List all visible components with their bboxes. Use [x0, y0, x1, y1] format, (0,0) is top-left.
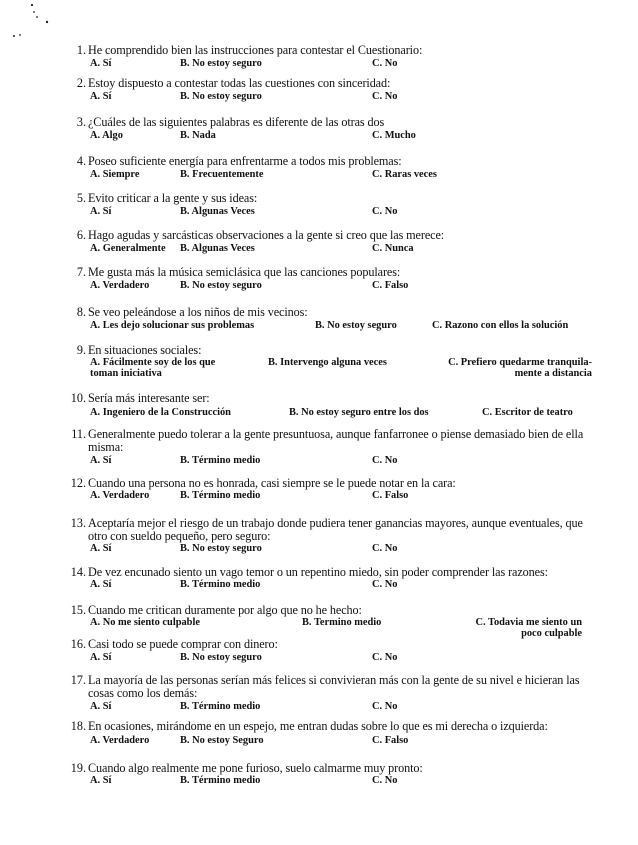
answer-option-a[interactable]: A. Les dejo solucionar sus problemas: [90, 320, 255, 331]
answer-option-b[interactable]: B. Algunas Veces: [180, 243, 255, 254]
question-text: Estoy dispuesto a contestar todas las cuestiones con sinceridad:: [88, 76, 391, 90]
answer-option-c[interactable]: C. No: [372, 652, 398, 663]
question-text: Se veo peleándose a los niños de mis vecinos:: [88, 305, 308, 319]
answer-option-a[interactable]: A. Ingeniero de la Construcción: [90, 407, 231, 418]
answer-option-c[interactable]: C. No: [372, 775, 398, 786]
question-number: 9.: [76, 343, 86, 357]
answer-option-c[interactable]: C. No: [372, 579, 398, 590]
answer-option-c[interactable]: C. Falso: [372, 280, 409, 291]
answer-option-a[interactable]: A. Sí: [90, 58, 112, 69]
answer-option-a[interactable]: A. Sí: [90, 775, 112, 786]
answer-option-a[interactable]: A. Sí: [90, 579, 112, 590]
question-number: 8.: [76, 305, 86, 319]
question-text: He comprendido bien las instrucciones para contestar el Cuestionario:: [88, 43, 423, 57]
question-text: ¿Cuáles de las siguientes palabras es diferente de las otras dos: [88, 115, 385, 129]
question-text: La mayoría de las personas serían más felices si convivieran más con la gente de su nivel e hicieran las cosas como los demás:: [88, 673, 580, 700]
answer-option-a[interactable]: A. Sí: [90, 91, 112, 102]
answer-option-c[interactable]: C. No: [372, 701, 398, 712]
question-text: Cuando me critican duramente por algo que no he hecho:: [88, 603, 362, 617]
scan-specks: [0, 0, 80, 50]
answer-option-b[interactable]: B. Nada: [180, 130, 216, 141]
answer-option-b[interactable]: B. Término medio: [180, 490, 261, 501]
question-text: Hago agudas y sarcásticas observaciones a la gente si creo que las merece:: [88, 228, 445, 242]
answer-option-c[interactable]: C. Mucho: [372, 130, 416, 141]
question-text: En ocasiones, mirándome en un espejo, me entran dudas sobre lo que es mi derecha o izquierda:: [88, 719, 548, 733]
answer-option-c[interactable]: C. No: [372, 91, 398, 102]
answer-option-a[interactable]: A. Sí: [90, 701, 112, 712]
answer-option-c[interactable]: C. Escritor de teatro: [482, 407, 573, 418]
answer-option-b[interactable]: B. Algunas Veces: [180, 206, 255, 217]
answer-option-a[interactable]: A. Verdadero: [90, 735, 150, 746]
question-text: Poseo suficiente energía para enfrentarme a todos mis problemas:: [88, 154, 402, 168]
answer-option-b[interactable]: B. Término medio: [180, 579, 261, 590]
question-text: Evito criticar a la gente y sus ideas:: [88, 191, 258, 205]
answer-option-c[interactable]: C. Raras veces: [372, 169, 437, 180]
answer-option-c[interactable]: C. Falso: [372, 490, 409, 501]
answer-option-c[interactable]: C. Prefiero quedarme tranquila-mente a distancia: [448, 357, 592, 379]
question-number: 2.: [76, 76, 86, 90]
question-number: 1.: [76, 43, 86, 57]
answer-option-b[interactable]: B. No estoy seguro: [180, 280, 262, 291]
answer-option-c[interactable]: C. No: [372, 455, 398, 466]
question-number: 16.: [70, 637, 86, 651]
question-number: 18.: [70, 719, 86, 733]
answer-option-b[interactable]: B. No estoy seguro: [180, 91, 262, 102]
answer-option-b[interactable]: B. Frecuentemente: [180, 169, 264, 180]
answer-option-c[interactable]: C. Falso: [372, 735, 409, 746]
question-text: De vez encunado siento un vago temor o un repentino miedo, sin poder comprender las razones:: [88, 565, 548, 579]
answer-option-b[interactable]: B. Término medio: [180, 455, 261, 466]
question-text: Sería más interesante ser:: [88, 391, 210, 405]
answer-option-c[interactable]: C. No: [372, 206, 398, 217]
answer-option-b[interactable]: B. Término medio: [180, 775, 261, 786]
answer-option-a[interactable]: A. Sí: [90, 455, 112, 466]
answer-option-b[interactable]: B. Termino medio: [302, 617, 382, 628]
question-number: 17.: [70, 673, 86, 687]
question-number: 15.: [70, 603, 86, 617]
answer-option-b[interactable]: B. No estoy seguro: [180, 58, 262, 69]
question-number: 10.: [70, 391, 86, 405]
question-text: Me gusta más la música semiclásica que las canciones populares:: [88, 265, 401, 279]
answer-option-c[interactable]: C. Razono con ellos la solución: [432, 320, 569, 331]
answer-option-a[interactable]: A. Sí: [90, 206, 112, 217]
answer-option-c[interactable]: C. Nunca: [372, 243, 414, 254]
answer-option-b[interactable]: B. Término medio: [180, 701, 261, 712]
answer-option-b[interactable]: B. No estoy Seguro: [180, 735, 264, 746]
answer-option-b[interactable]: B. No estoy seguro: [315, 320, 397, 331]
answer-option-b[interactable]: B. No estoy seguro: [180, 652, 262, 663]
question-number: 19.: [70, 761, 86, 775]
question-text: Cuando algo realmente me pone furioso, suelo calmarme muy pronto:: [88, 761, 423, 775]
answer-option-a[interactable]: A. Sí: [90, 543, 112, 554]
question-text: En situaciones sociales:: [88, 343, 202, 357]
answer-option-b[interactable]: B. Intervengo alguna veces: [268, 357, 387, 368]
answer-option-a[interactable]: A. Sí: [90, 652, 112, 663]
answer-option-a[interactable]: A. Siempre: [90, 169, 140, 180]
question-text: Casi todo se puede comprar con dinero:: [88, 637, 278, 651]
question-number: 4.: [76, 154, 86, 168]
answer-option-a[interactable]: A. Verdadero: [90, 490, 150, 501]
question-text: Aceptaría mejor el riesgo de un trabajo donde pudiera tener ganancias mayores, aunque eventuales, que otro con sueldo pequeño, pero seguro:: [88, 516, 583, 543]
question-number: 6.: [76, 228, 86, 242]
question-number: 5.: [76, 191, 86, 205]
answer-option-b[interactable]: B. No estoy seguro entre los dos: [289, 407, 429, 418]
answer-option-a[interactable]: A. Fácilmente soy de los que toman iniciativa: [90, 357, 216, 379]
answer-option-a[interactable]: A. Verdadero: [90, 280, 150, 291]
question-number: 12.: [70, 476, 86, 490]
answer-option-c[interactable]: C. No: [372, 543, 398, 554]
answer-option-b[interactable]: B. No estoy seguro: [180, 543, 262, 554]
question-number: 3.: [76, 115, 86, 129]
question-number: 7.: [76, 265, 86, 279]
answer-option-a[interactable]: A. Generalmente: [90, 243, 166, 254]
question-number: 14.: [70, 565, 86, 579]
question-text: Generalmente puedo tolerar a la gente presuntuosa, aunque fanfarronee o piense demasiado bien de ella misma:: [88, 427, 584, 454]
answer-option-c[interactable]: C. No: [372, 58, 398, 69]
question-number: 13.: [70, 516, 86, 530]
question-number: 11.: [71, 427, 86, 441]
answer-option-c[interactable]: C. Todavia me siento un poco culpable: [475, 617, 582, 639]
answer-option-a[interactable]: A. No me siento culpable: [90, 617, 200, 628]
question-text: Cuando una persona no es honrada, casi siempre se le puede notar en la cara:: [88, 476, 456, 490]
answer-option-a[interactable]: A. Algo: [90, 130, 123, 141]
